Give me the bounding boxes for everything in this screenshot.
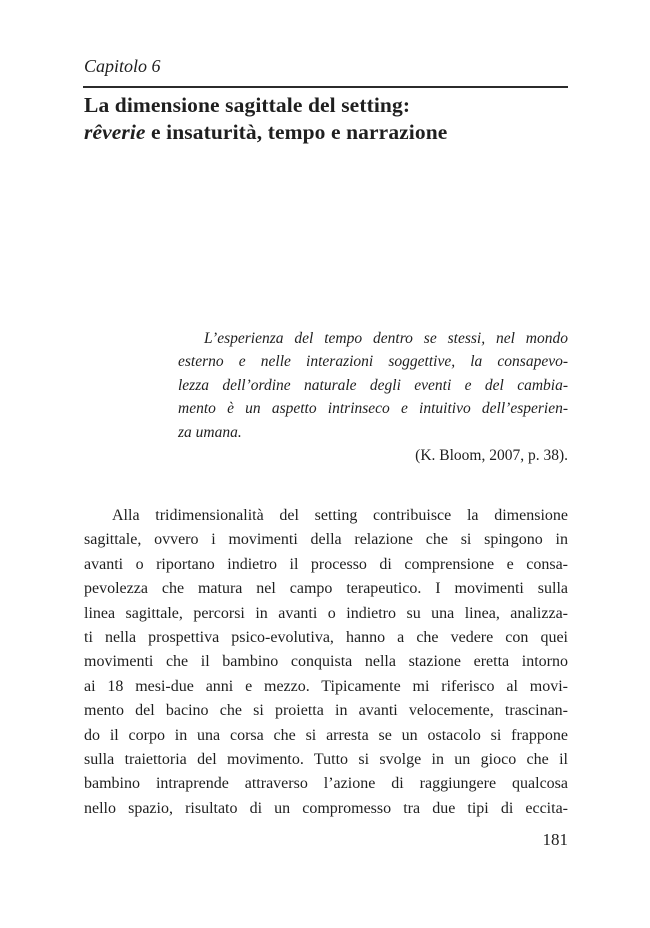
chapter-title-line2-rest: e insaturità, tempo e narrazione (145, 120, 448, 144)
page-number: 181 (542, 830, 568, 849)
body-text-line: mento del bacino che si proietta in avanti velocemente, trascinan- (84, 702, 568, 720)
chapter-title-line1: La dimensione sagittale del setting: (84, 93, 411, 117)
body-text-line: linea sagittale, percorsi in avanti o indietro su una linea, analizza- (84, 604, 568, 622)
epigraph-line: za umana. (178, 423, 242, 441)
body-text-line: avanti o riportano indietro il processo di comprensione e consa- (84, 555, 568, 573)
body-text-line: Alla tridimensionalità del setting contribuisce la dimensione (112, 507, 568, 524)
epigraph-line: L’esperienza del tempo dentro se stessi, nel mondo (204, 330, 568, 347)
epigraph-line: mento è un aspetto intrinseco e intuitivo dell’esperien- (178, 400, 568, 418)
body-text-line: ai 18 mesi-due anni e mezzo. Tipicamente mi riferisco al movi- (84, 677, 568, 695)
body-text-line: ti nella prospettiva psico-evolutiva, hanno a che vedere con quei (84, 629, 568, 647)
chapter-title (84, 92, 568, 146)
body-text-line: sagittale, ovvero i movimenti della relazione che si spingono in (84, 531, 568, 549)
body-paragraph (84, 504, 568, 821)
chapter-label: Capitolo 6 (84, 56, 161, 76)
chapter-title-keyword-italic: rêverie (84, 120, 146, 144)
body-text-line: pevolezza che matura nel campo terapeutico. I movimenti sulla (84, 580, 568, 598)
body-text-line: sulla traiettoria del movimento. Tutto si svolge in un gioco che il (84, 751, 568, 769)
body-text-line: bambino intraprende attraverso l’azione di raggiungere qualcosa (84, 775, 568, 793)
body-text-line: do il corpo in una corsa che si arresta se un ostacolo si frappone (84, 726, 568, 744)
body-text-line: movimenti che il bambino conquista nella stazione eretta intorno (84, 653, 568, 671)
epigraph-line: esterno e nelle interazioni soggettive, la consapevo- (178, 353, 568, 371)
epigraph-quote (178, 327, 568, 467)
epigraph-attribution: (K. Bloom, 2007, p. 38). (415, 447, 568, 465)
epigraph-line: lezza dell’ordine naturale degli eventi e del cambia- (178, 376, 568, 394)
header-rule (83, 86, 568, 88)
body-text-line: nello spazio, risultato di un compromesso tra due tipi di eccita- (84, 799, 568, 817)
